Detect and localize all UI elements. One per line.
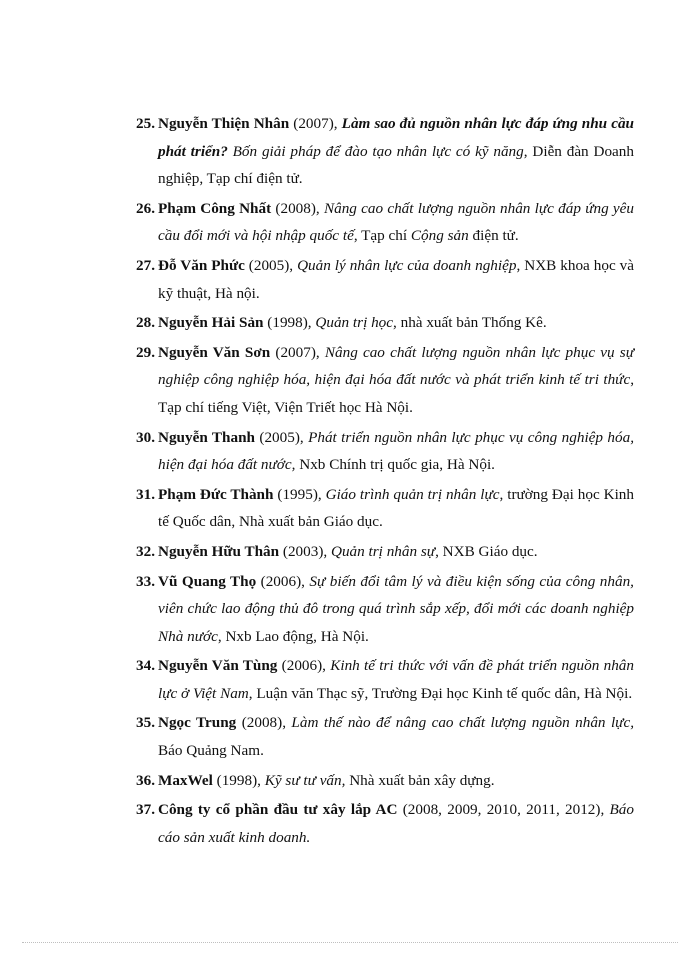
reference-number: 34.: [136, 657, 155, 675]
reference-item: [136, 652, 634, 707]
reference-publisher: , Tạp chí tiếng Việt, Viện Triết học Hà Nội.: [158, 371, 634, 416]
reference-number: 28.: [136, 314, 155, 332]
reference-author: Công ty cổ phần đầu tư xây lắp AC: [158, 801, 398, 819]
reference-author: Nguyễn Thanh: [158, 428, 255, 446]
reference-publisher: , nhà xuất bản Thống Kê.: [393, 314, 547, 332]
reference-number: 32.: [136, 542, 155, 560]
reference-author: Đỗ Văn Phức: [158, 256, 245, 274]
reference-author: Nguyễn Hải Sản: [158, 314, 264, 332]
reference-publisher: , Luận văn Thạc sỹ, Trường Đại học Kinh tế quốc dân, Hà Nội.: [248, 684, 633, 702]
reference-publisher: Báo Quảng Nam.: [158, 742, 264, 760]
reference-year: (1998),: [212, 771, 265, 789]
reference-year: (2006),: [256, 572, 310, 590]
reference-number: 25.: [136, 115, 155, 132]
reference-title: Kinh tế tri thức với vấn đề phát triển nguồn nhân lực ở Việt Nam: [158, 657, 634, 702]
reference-publisher: Nxb Chính trị quốc gia, Hà Nội.: [295, 456, 495, 474]
reference-number: 36.: [136, 771, 155, 789]
reference-author: Ngọc Trung: [158, 714, 237, 732]
reference-item: [136, 709, 634, 764]
reference-number: 31.: [136, 485, 155, 503]
reference-item: [136, 538, 634, 566]
reference-item: [136, 767, 634, 795]
reference-title: Nâng cao chất lượng nguồn nhân lực đáp ứng yêu cầu đổi mới và hội nhập quốc tế: [158, 199, 634, 245]
reference-title: Làm thế nào để nâng cao chất lượng nguồn nhân lực,: [291, 714, 634, 732]
reference-year: (2008, 2009, 2010, 2011, 2012),: [397, 801, 610, 819]
reference-year: (2005),: [254, 428, 309, 446]
reference-year: (2007),: [270, 343, 325, 361]
reference-number: 29.: [136, 343, 155, 361]
reference-item: [136, 481, 634, 536]
reference-number: 30.: [136, 428, 155, 446]
reference-publisher: , Tạp chí: [353, 227, 411, 245]
reference-author: Phạm Đức Thành: [158, 485, 274, 503]
reference-item: [136, 796, 634, 851]
reference-title: Nâng cao chất lượng nguồn nhân lực phục vụ sự nghiệp công nghiệp hóa, hiện đại hóa đất nước và phát triển kinh tế tri thức: [158, 343, 634, 389]
reference-title: Phát triển nguồn nhân lực phục vụ công nghiệp hóa, hiện đại hóa đất nước,: [158, 428, 634, 474]
reference-item: [136, 252, 634, 307]
reference-subtitle: Bốn giải pháp để đào tạo nhân lực có kỹ năng: [227, 142, 524, 160]
reference-author: MaxWel: [158, 771, 213, 789]
reference-number: 27.: [136, 256, 155, 274]
reference-title: Quản lý nhân lực của doanh nghiệp: [297, 256, 517, 274]
reference-year: (1995),: [273, 485, 326, 503]
reference-author: Nguyễn Văn Sơn: [158, 343, 271, 361]
reference-author: Phạm Công Nhất: [158, 199, 272, 217]
reference-publisher: , trường Đại học Kinh tế Quốc dân, Nhà xuất bản Giáo dục.: [158, 485, 634, 531]
reference-item: [136, 110, 634, 193]
reference-list: [136, 110, 634, 853]
reference-publisher: Nhà xuất bản xây dựng.: [345, 771, 495, 789]
reference-year: (2007),: [289, 115, 342, 132]
reference-item: [136, 424, 634, 479]
reference-title: Quản trị học: [315, 314, 394, 332]
reference-author: Nguyễn Văn Tùng: [158, 657, 278, 675]
reference-title: Báo cáo sản xuất kinh doanh.: [158, 801, 634, 846]
reference-publisher: , NXB Giáo dục.: [435, 542, 538, 560]
reference-number: 33.: [136, 572, 155, 590]
reference-year: (2008),: [236, 714, 292, 732]
reference-item: [136, 309, 634, 337]
reference-year: (2006),: [277, 657, 331, 675]
reference-author: Vũ Quang Thọ: [158, 572, 257, 590]
reference-title: Làm sao đủ nguồn nhân lực đáp ứng nhu cầu phát triển?: [158, 115, 634, 160]
page-footer-divider: [22, 942, 678, 943]
reference-number: 37.: [136, 801, 155, 819]
reference-publisher-tail: điện tử.: [468, 227, 519, 245]
reference-journal: Cộng sản: [410, 227, 469, 245]
reference-publisher: , Nxb Lao động, Hà Nội.: [217, 627, 369, 645]
reference-title: Giáo trình quản trị nhân lực: [325, 485, 500, 503]
reference-title: Sự biến đổi tâm lý và điều kiện sống của công nhân, viên chức lao động thủ đô trong quá trình sắp xếp, đổi mới các doanh nghiệp Nhà nước: [158, 572, 634, 645]
reference-item: [136, 568, 634, 651]
reference-item: [136, 195, 634, 250]
reference-year: (2003),: [279, 542, 331, 560]
reference-year: (1998),: [263, 314, 316, 332]
reference-item: [136, 339, 634, 422]
reference-publisher: , NXB khoa học và kỹ thuật, Hà nội.: [158, 256, 635, 302]
reference-title: Kỹ sư tư vấn,: [264, 771, 346, 789]
reference-publisher: , Diễn đàn Doanh nghiệp, Tạp chí điện tử.: [158, 142, 634, 188]
reference-title: Quản trị nhân sự: [331, 542, 436, 560]
reference-number: 35.: [136, 714, 155, 732]
reference-author: Nguyễn Hữu Thân: [158, 542, 280, 560]
reference-year: (2008),: [271, 199, 324, 217]
reference-number: 26.: [136, 199, 155, 217]
reference-author: Nguyễn Thiện Nhân: [158, 115, 290, 132]
reference-year: (2005),: [244, 256, 298, 274]
